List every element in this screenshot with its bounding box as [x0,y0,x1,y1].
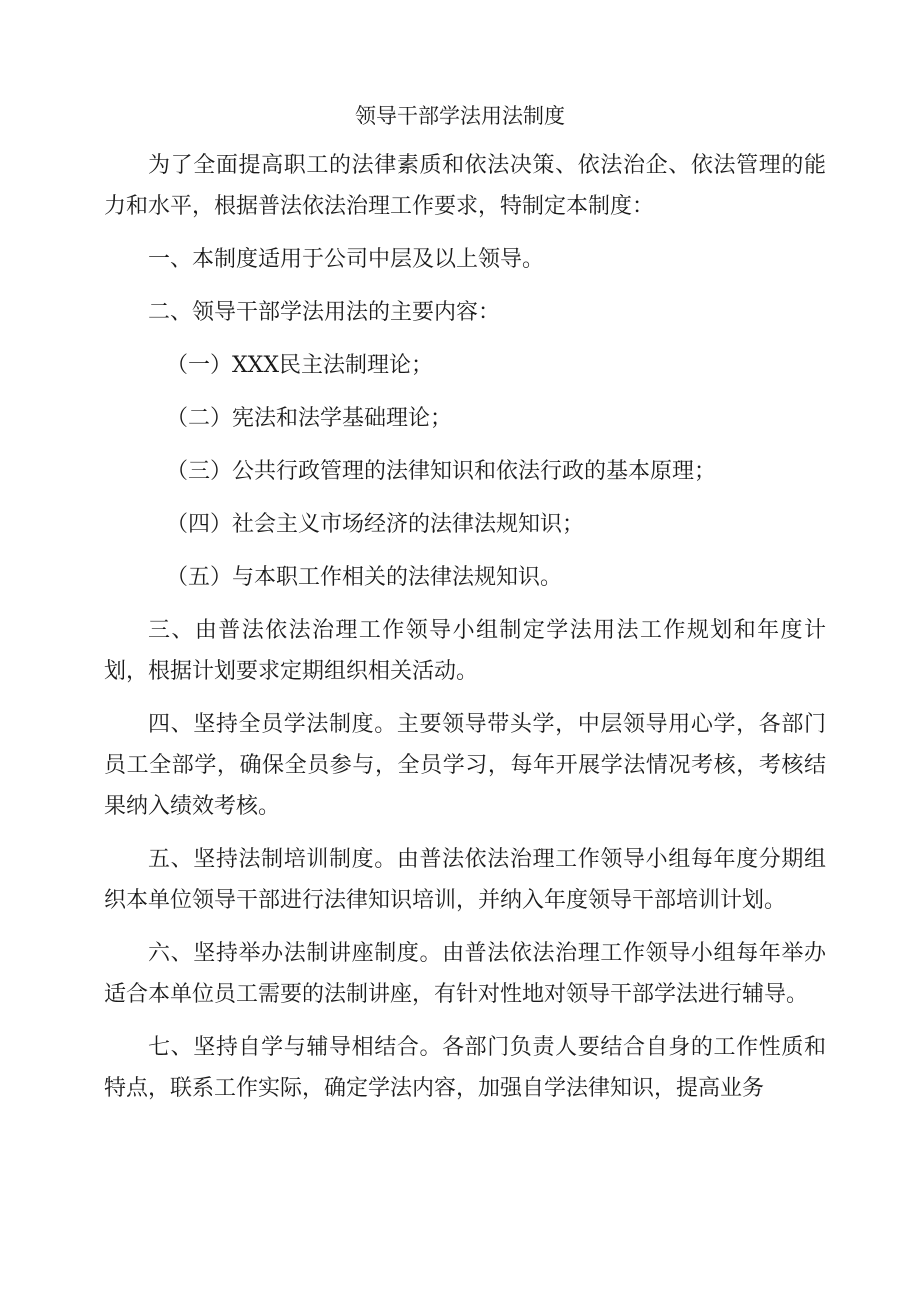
clause-3: 三、由普法依法治理工作领导小组制定学法用法工作规划和年度计划，根据计划要求定期组织相关活动。 [104,618,826,684]
clause-2-item-5: （五）与本职工作相关的法律法规知识。 [166,565,563,590]
clause-7: 七、坚持自学与辅导相结合。各部门负责人要结合自身的工作性质和特点，联系工作实际，确定学法内容，加强自学法律知识，提高业务 [104,1035,826,1101]
clause-2-item-4: （四）社会主义市场经济的法律法规知识； [166,512,585,537]
clause-2: 二、领导干部学法用法的主要内容： [148,300,501,325]
clause-2-item-2: （二）宪法和法学基础理论； [166,406,453,431]
document-body [104,145,826,1121]
clause-2-item-1: （一）XXX民主法制理论； [166,353,433,378]
document-title: 领导干部学法用法制度 [355,104,565,128]
clause-5: 五、坚持法制培训制度。由普法依法治理工作领导小组每年度分期组织本单位领导干部进行法律知识培训，并纳入年度领导干部培训计划。 [104,847,826,913]
clause-4: 四、坚持全员学法制度。主要领导带头学，中层领导用心学，各部门员工全部学，确保全员参与，全员学习，每年开展学法情况考核，考核结果纳入绩效考核。 [104,712,826,819]
clause-1: 一、本制度适用于公司中层及以上领导。 [148,247,545,272]
clause-2-item-3: （三）公共行政管理的法律知识和依法行政的基本原理； [166,459,717,484]
intro-paragraph: 为了全面提高职工的法律素质和依法决策、依法治企、依法管理的能力和水平，根据普法依法治理工作要求，特制定本制度： [104,153,826,219]
clause-6: 六、坚持举办法制讲座制度。由普法依法治理工作领导小组每年举办适合本单位员工需要的法制讲座，有针对性地对领导干部学法进行辅导。 [104,941,826,1007]
